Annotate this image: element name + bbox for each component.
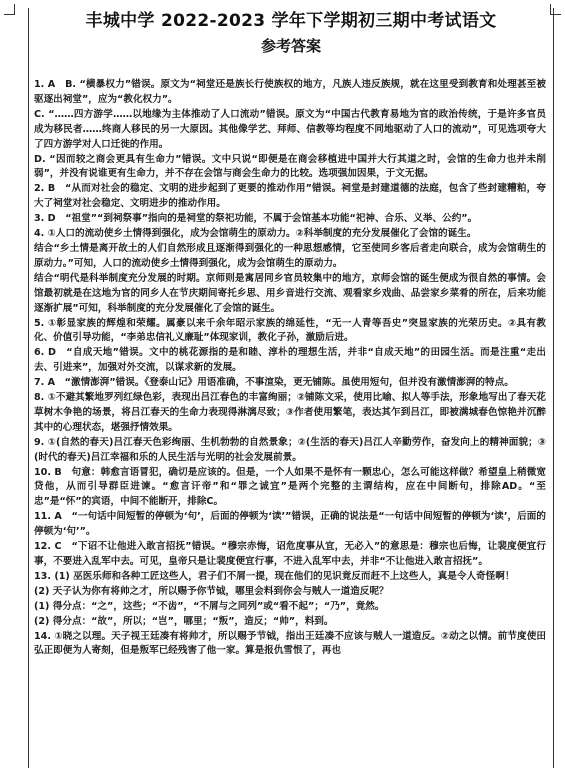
- answer-paragraph: 2. B “从而对社会的稳定、文明的进步起到了更要的推动作用”错误。祠堂是封建道德的法庭，包含了些封建糟粕，夸大了祠堂对社会稳定、文明进步的推动作用。: [34, 183, 546, 210]
- crop-mark-top-left: [4, 4, 15, 15]
- answer-paragraph: 10. B 句意：韩愈言语冒犯，确切是应该的。但是，一个人如果不是怀有一颗忠心，怎么可能这样做？希望皇上稍微宽贷他，从而引导群臣进谏。“愈言讦帝”和“罪之诚宜”是两个完整的主谓结构，应在中间断句，排除AD。“至忠”是“怀”的宾语，中间不能断开，排除C。: [34, 466, 546, 508]
- answer-paragraph: 1. A B. “横暴权力”错误。原文为“祠堂还是族长行使族权的地方，凡族人违反族规，就在这里受到教育和处理甚至被驱逐出祠堂”，应为“教化权力”。: [34, 79, 546, 105]
- answer-paragraph: 11. A “一句话中间短暂的停顿为‘句’，后面的停顿为‘读’”错误，正确的说法是“一句话中间短暂的停顿为‘读’，后面的停顿为‘句’”。: [34, 511, 546, 538]
- answer-paragraph: D. “因而较之商会更具有生命力”错误。文中只说“即便是在商会移植进中国并大行其道之时，会馆的生命力也并未削弱”，并没有说谁更有生命力，并不存在会馆与商会生命力的比较。选项强加因果，于文无据。: [34, 153, 546, 180]
- answer-paragraph: 3. D “祖堂”“到祠祭事”指向的是祠堂的祭祀功能，不属于会馆基本功能“祀神、合乐、义举、公约”。: [34, 213, 478, 225]
- answer-paragraph: 5. ①彰显家族的辉煌和荣耀。属豪以来千余年昭示家族的绵延性，“无一人青等吾史”突显家族的光荣历史。②具有教化、价值引导功能，“李弟忠信礼义廉耻”体现家训，教化子孙，激励后进。: [34, 317, 546, 344]
- page-title: 丰城中学 2022-2023 学年下学期初三期中考试语文: [85, 11, 497, 31]
- page-subtitle: 参考答案: [260, 37, 321, 55]
- answer-paragraph: 13. (1) 巫医乐师和各种工匠这些人，君子们不屑一提，现在他们的见识竟反而赶不上这些人，真是令人奇怪啊！: [34, 570, 515, 582]
- answer-list: [34, 78, 546, 764]
- answer-paragraph: 6. D “自成天地”错误。文中的桃花源指的是和睦、淳朴的理想生活，并非“自成天地”的田园生活。而是注重“走出去、引进来”，加强对外交流，以谋求新的发展。: [34, 347, 546, 374]
- answer-paragraph: (2) 得分点：“故”，所以；“岂”，哪里；“叛”，造反；“帅”，料到。: [34, 615, 334, 627]
- answer-paragraph: 12. C “下诏不让他进入敢言招抚”错误。“穆宗赤悔，诏危度事从宜，无必入”的意思是：穆宗也后悔，让裴度便宜行事，不要进入乱军中去。可见，皇帝只是让裴度便宜行事，不进入乱军中去，并非“不让他进入敢言招抚”。: [34, 541, 546, 567]
- answer-paragraph: 7. A “激情澎湃”错误。《登泰山记》用语准确，不事渲染，更无铺陈。虽使用短句，但并没有激情澎湃的特点。: [34, 377, 514, 389]
- answer-paragraph: (2) 天子认为你有将帅之才，所以赐予你节钺，哪里会料到你会与贼人一道造反呢？: [34, 585, 389, 597]
- answer-paragraph: 14. ①晓之以理。天子视王廷凑有将帅才，所以赐予节钺，指出王廷凑不应该与贼人一道造反。②动之以情。前节度使田弘正即便为人寄刻，但是叛军已经残害了他一家。算是报仇雪恨了，再也: [34, 630, 546, 657]
- answer-paragraph: 结合“乡土情是离开故土的人们自然形成且逐渐得到强化的一种思想感情，它至使同乡客后者走向联合，成为会馆萌生的原动力。”可知，人口的流动使乡土情得到强化，成为会馆萌生的原动力。: [34, 242, 546, 269]
- answer-paragraph: 4. ①人口的流动使乡土情得到强化，成为会馆萌生的原动力。②科举制度的充分发展催化了会馆的诞生。: [34, 228, 477, 240]
- answer-paragraph: 结合“明代是科举制度充分发展的时期。京师则是寓居同乡官员较集中的地方，京师会馆的诞生便成为很自然的事情。会馆最初就是在这地为官的同乡人在节庆期间寄托乡思、用乡音进行交流、观看家乡戏曲、品尝家乡菜肴的所在，后来功能逐渐扩展”可知，科举制度的充分发展催化了会馆的诞生。: [34, 272, 546, 314]
- header: [36, 10, 546, 56]
- answer-paragraph: (1) 得分点：“之”，这些；“不齿”，“不屑与之同列”或“看不起”；“乃”，竟然。: [34, 600, 385, 612]
- answer-paragraph: 8. ①不避其繁地罗列红绿色彩，表现出吕江春色的丰富绚丽；②铺陈文采，使用比喻、拟人等手法，形象地写出了春天花草树木争艳的场景，将吕江春天的生命力表现得淋漓尽致；③作者使用繁笔，表达其乍到吕江，即被满城春色惊艳并沉醉其中的心理状态，堪强抒情效果。: [34, 392, 546, 433]
- crop-mark-top-right: [550, 4, 561, 15]
- answer-paragraph: C. “……四方游学……以地缘为主体推动了人口流动”错误。原文为“中国古代教育易地为官的政治传统，于是许多官员成为移民者……终商人移民的另一大原因。其他像学艺、拜师、信教等均程度不同地驱动了人口的流动”，可见选项夸大了四方游学对人口迁徙的作用。: [34, 108, 546, 150]
- answer-paragraph: 9. ①(自然的春天)吕江春天色彩绚丽、生机勃勃的自然景象；②(生活的春天)吕江人辛勤劳作，奋发向上的精神面貌；③(时代的春天)吕江幸福和乐的人民生活与光明的社会发展前景。: [34, 436, 546, 463]
